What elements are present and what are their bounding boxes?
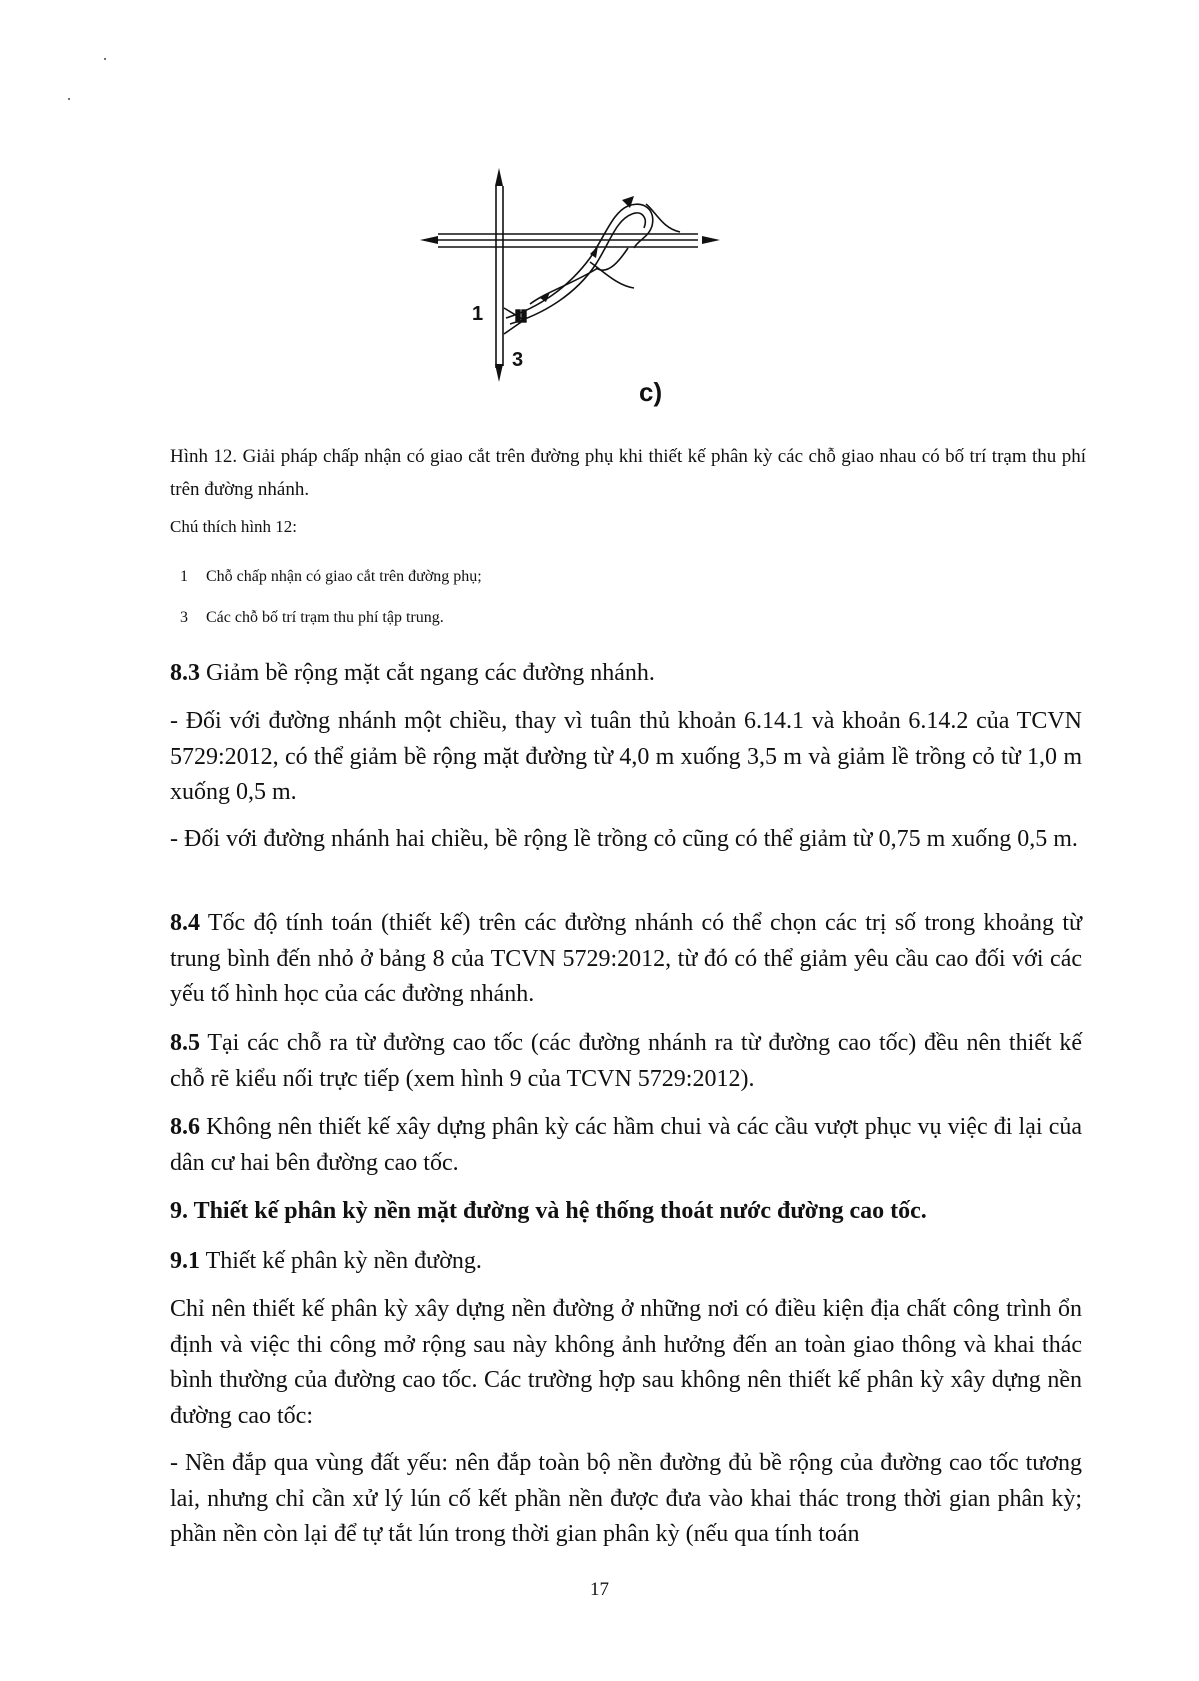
paragraph: Chỉ nên thiết kế phân kỳ xây dựng nền đường ở những nơi có điều kiện địa chất công trình ổn định và việc thi công mở rộng sau này không ảnh hưởng đến an toàn giao thông và khai thác bình thường của đường cao tốc. Các trường hợp sau không nên thiết kế phân kỳ xây dựng nền đường cao tốc: bbox=[170, 1296, 1082, 1429]
section-text: Tốc độ tính toán (thiết kế) trên các đường nhánh có thể chọn các trị số trong khoảng từ trung bình đến nhỏ ở bảng 8 của TCVN 5729:2012, từ đó có thể giảm yêu cầu cao đối với các yếu tố hình học của các đường nhánh. bbox=[170, 910, 1082, 1007]
loop-ramp bbox=[628, 204, 653, 248]
loop-ramp bbox=[632, 213, 645, 228]
note-number: 3 bbox=[180, 609, 188, 626]
section-title: Thiết kế phân kỳ nền đường. bbox=[205, 1248, 482, 1274]
page-number: 17 bbox=[590, 1579, 609, 1600]
section-title: Giảm bề rộng mặt cắt ngang các đường nhánh. bbox=[206, 660, 655, 686]
figure-sub-label: c) bbox=[639, 377, 663, 407]
ramp-line bbox=[506, 206, 628, 318]
section-9-1 bbox=[170, 1244, 1082, 1280]
paragraph: - Đối với đường nhánh một chiều, thay vì tuân thủ khoản 6.14.1 và khoản 6.14.2 của TCVN 5729:2012, có thể giảm bề rộng mặt đường từ 4,0 m xuống 3,5 m và giảm lề trồng cỏ từ 1,0 m xuống 0,5 m. bbox=[170, 708, 1082, 805]
section-number: 8.3 bbox=[170, 660, 200, 686]
section-text: Không nên thiết kế xây dựng phân kỳ các hầm chui và các cầu vượt phục vụ việc đi lại của dân cư hai bên đường cao tốc. bbox=[170, 1114, 1082, 1176]
toll-booth bbox=[516, 310, 520, 322]
arrow-east-icon bbox=[702, 236, 720, 244]
note-item bbox=[180, 568, 482, 586]
toll-booth bbox=[522, 310, 526, 322]
note-number: 1 bbox=[180, 568, 188, 585]
figure-caption: Hình 12. Giải pháp chấp nhận có giao cắt trên đường phụ khi thiết kế phân kỳ các chỗ giao nhau có bố trí trạm thu phí trên đường nhánh. bbox=[170, 446, 1086, 500]
section-8-3 bbox=[170, 656, 1082, 692]
merge-ramp bbox=[596, 248, 628, 270]
paragraph: - Nền đắp qua vùng đất yếu: nên đắp toàn bộ nền đường đủ bề rộng của đường cao tốc tương lai, nhưng chỉ cần xử lý lún cố kết phần nền được đưa vào khai thác trong thời gian phân kỳ; phần nền còn lại để tự tắt lún trong thời gian phân kỳ (nếu qua tính toán bbox=[170, 1450, 1082, 1547]
figure-label-3: 3 bbox=[512, 349, 524, 371]
arrow-south-icon bbox=[495, 364, 503, 382]
interchange-diagram bbox=[420, 168, 720, 418]
section-9-heading: 9. Thiết kế phân kỳ nền mặt đường và hệ thống thoát nước đường cao tốc. bbox=[170, 1198, 927, 1224]
arrow-west-icon bbox=[420, 236, 438, 244]
arrow-north-icon bbox=[495, 168, 503, 186]
interchange-svg bbox=[420, 168, 720, 418]
section-8-4 bbox=[170, 906, 1082, 1013]
section-8-6 bbox=[170, 1110, 1082, 1181]
figure-label-1: 1 bbox=[472, 303, 484, 325]
paragraph: - Đối với đường nhánh hai chiều, bề rộng lề trồng cỏ cũng có thể giảm từ 0,75 m xuống 0,5 m. bbox=[170, 826, 1078, 852]
note-item bbox=[180, 609, 444, 627]
scan-speck bbox=[104, 58, 106, 60]
section-number: 8.6 bbox=[170, 1114, 200, 1140]
section-text: Tại các chỗ ra từ đường cao tốc (các đường nhánh ra từ đường cao tốc) đều nên thiết kế chỗ rẽ kiểu nối trực tiếp (xem hình 9 của TCVN 5729:2012). bbox=[170, 1030, 1082, 1092]
scan-speck bbox=[68, 98, 70, 100]
notes-heading: Chú thích hình 12: bbox=[170, 517, 298, 536]
section-number: 8.4 bbox=[170, 910, 200, 936]
section-number: 8.5 bbox=[170, 1030, 200, 1056]
note-text: Các chỗ bố trí trạm thu phí tập trung. bbox=[206, 609, 444, 626]
ramp-line bbox=[530, 268, 598, 304]
section-8-5 bbox=[170, 1026, 1082, 1097]
note-text: Chỗ chấp nhận có giao cắt trên đường phụ; bbox=[206, 568, 482, 585]
section-number: 9.1 bbox=[170, 1248, 200, 1274]
ramp-line bbox=[510, 214, 632, 324]
